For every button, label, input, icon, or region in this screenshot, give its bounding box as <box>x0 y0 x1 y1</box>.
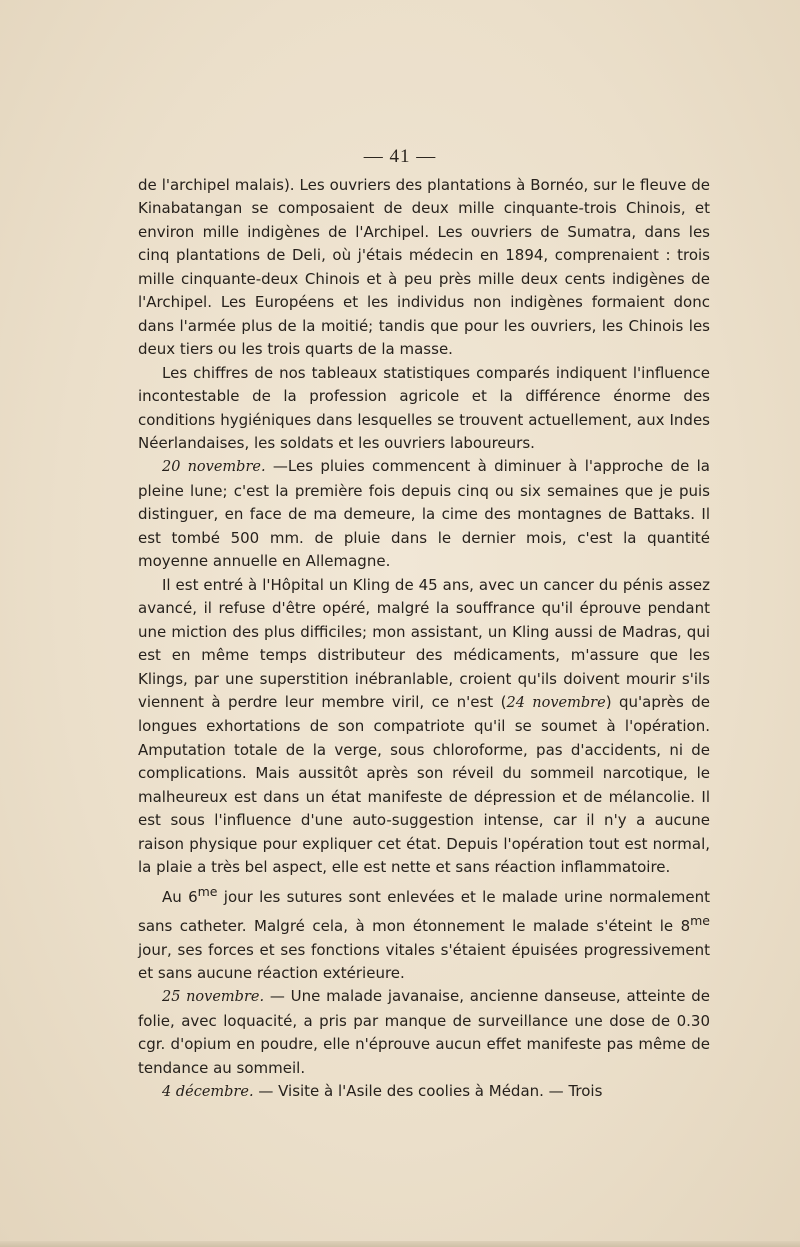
body-text <box>138 174 710 1105</box>
paragraph <box>138 985 710 1080</box>
paragraph-text: jour les sutures sont enlevées et le malade urine normalement sans catheter. Malgré cela, à mon étonnement le malade s'éteint le 8 <box>138 887 710 936</box>
paragraph-text: — Une malade javanaise, ancienne danseuse, atteinte de folie, avec loquacité, a pris par manque de surveillance une dose de 0.30 cgr. d'opium en poudre, elle n'éprouve aucun effet manifeste pas même de tendance au sommeil. <box>138 987 710 1077</box>
paragraph-text: ) qu'après de longues exhortations de son compatriote qu'il se soumet à l'opération. Amputation totale de la verge, sous chloroforme, pas d'accidents, ni de complications. Mais aussitôt après son réveil du sommeil narcotique, le malheureux est dans un état manifeste de dépression et de mélancolie. Il est sous l'influence d'une auto-suggestion intense, car il n'y a aucune raison physique pour expliquer cet état. Depuis l'opération tout est normal, la plaie a très bel aspect, elle est nette et sans réaction inflammatoire. <box>138 692 711 877</box>
page-number: — 41 — <box>363 146 437 167</box>
paragraph-text: — Visite à l'Asile des coolies à Médan. — Trois <box>253 1082 603 1101</box>
page-edge <box>0 1241 800 1247</box>
paragraph-text: —Les pluies commencent à diminuer à l'approche de la pleine lune; c'est la première fois depuis cinq ou six semaines que je puis distinguer, en face de ma demeure, la cime des montagnes de Battaks. Il est tombé 500 mm. de pluie dans le dernier mois, c'est la quantité moyenne annuelle en Allemagne. <box>138 457 710 571</box>
paragraph-text: jour, ses forces et ses fonctions vitales s'étaient épuisées progressivement et sans aucune réaction extérieure. <box>138 940 710 982</box>
paragraph <box>138 174 710 362</box>
entry-date: 25 novembre. <box>162 989 265 1006</box>
paragraph <box>138 455 710 573</box>
paragraph <box>138 574 710 880</box>
paragraph-text: Au 6 <box>162 887 198 906</box>
paragraph <box>138 362 710 456</box>
ordinal-superscript: me <box>197 883 218 899</box>
entry-date: 20 novembre. <box>162 459 266 476</box>
entry-date: 24 novembre <box>506 694 606 711</box>
ordinal-superscript: me <box>690 913 710 929</box>
entry-date: 4 décembre. <box>162 1084 254 1101</box>
paragraph-text: Il est entré à l'Hôpital un Kling de 45 ans, avec un cancer du pénis assez avancé, il refuse d'être opéré, malgré la souffrance qu'il éprouve pendant une miction des plus difficiles; mon assistant, un Kling aussi de Madras, qui est en même temps distributeur des médicaments, m'assure que les Klings, par une superstition inébranlable, croient qu'ils doivent mourir s'ils viennent à perdre leur membre viril, ce n'est ( <box>138 575 710 711</box>
paragraph <box>138 880 710 986</box>
paragraph <box>138 1080 710 1104</box>
paragraph-text: Les chiffres de nos tableaux statistiques comparés indiquent l'influence incontestable de la profession agricole et la différence énorme des conditions hygiéniques dans lesquelles se trouvent actuellement, aux Indes Néerlandaises, les soldats et les ouvriers laboureurs. <box>138 363 710 452</box>
paragraph-text: de l'archipel malais). Les ouvriers des plantations à Bornéo, sur le fleuve de Kinabatangan se composaient de deux mille cinquante-trois Chinois, et environ mille indigènes de l'Archipel. Les ouvriers de Sumatra, dans les cinq plantations de Deli, où j'étais médecin en 1894, comprenaient : trois mille cinquante-deux Chinois et à peu près mille deux cents indigènes de l'Archipel. Les Européens et les individus non indigènes formaient donc dans l'armée plus de la moitié; tandis que pour les ouvriers, les Chinois les deux tiers ou les trois quarts de la masse. <box>138 176 710 359</box>
